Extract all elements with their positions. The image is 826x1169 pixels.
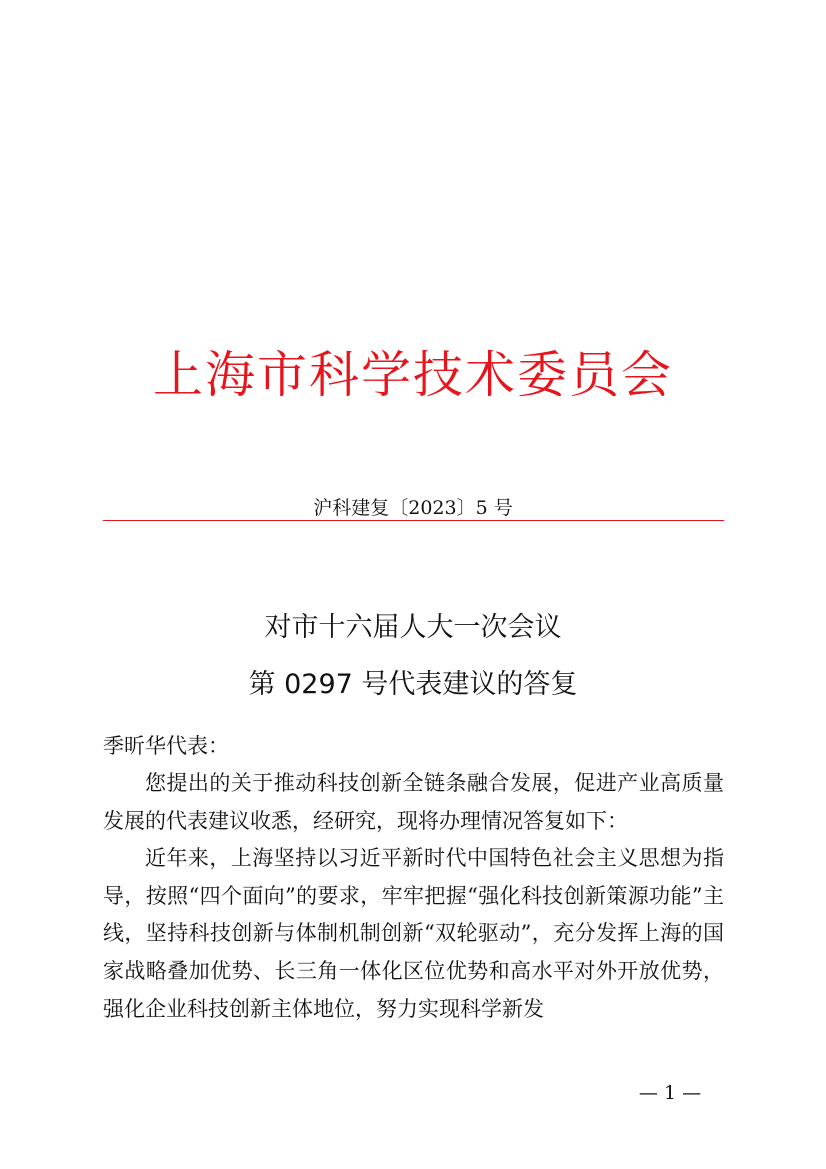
document-title-line-1: 对市十六届人大一次会议 xyxy=(264,612,562,643)
red-divider-line xyxy=(103,520,724,521)
body-paragraph: 近年来，上海坚持以习近平新时代中国特色社会主义思想为指导，按照“四个面向”的要求，牢牢把握“强化科技创新策源功能”主线，坚持科技创新与体制机制创新“双轮驱动”，充分发挥上海的国家战略叠加优势、长三角一体化区位优势和高水平对外开放优势，强化企业科技创新主体地位，努力实现科学新发 xyxy=(103,846,724,1021)
body-paragraph: 您提出的关于推动科技创新全链条融合发展，促进产业高质量发展的代表建议收悉，经研究，现将办理情况答复如下： xyxy=(103,771,724,833)
organization-header: 上海市科学技术委员会 xyxy=(153,346,673,404)
salutation: 季昕华代表： xyxy=(103,734,229,758)
document-title-line-2: 第 0297 号代表建议的答复 xyxy=(248,669,578,700)
page-number: — 1 — xyxy=(638,1082,702,1104)
document-number: 沪科建复〔2023〕5 号 xyxy=(313,497,513,519)
